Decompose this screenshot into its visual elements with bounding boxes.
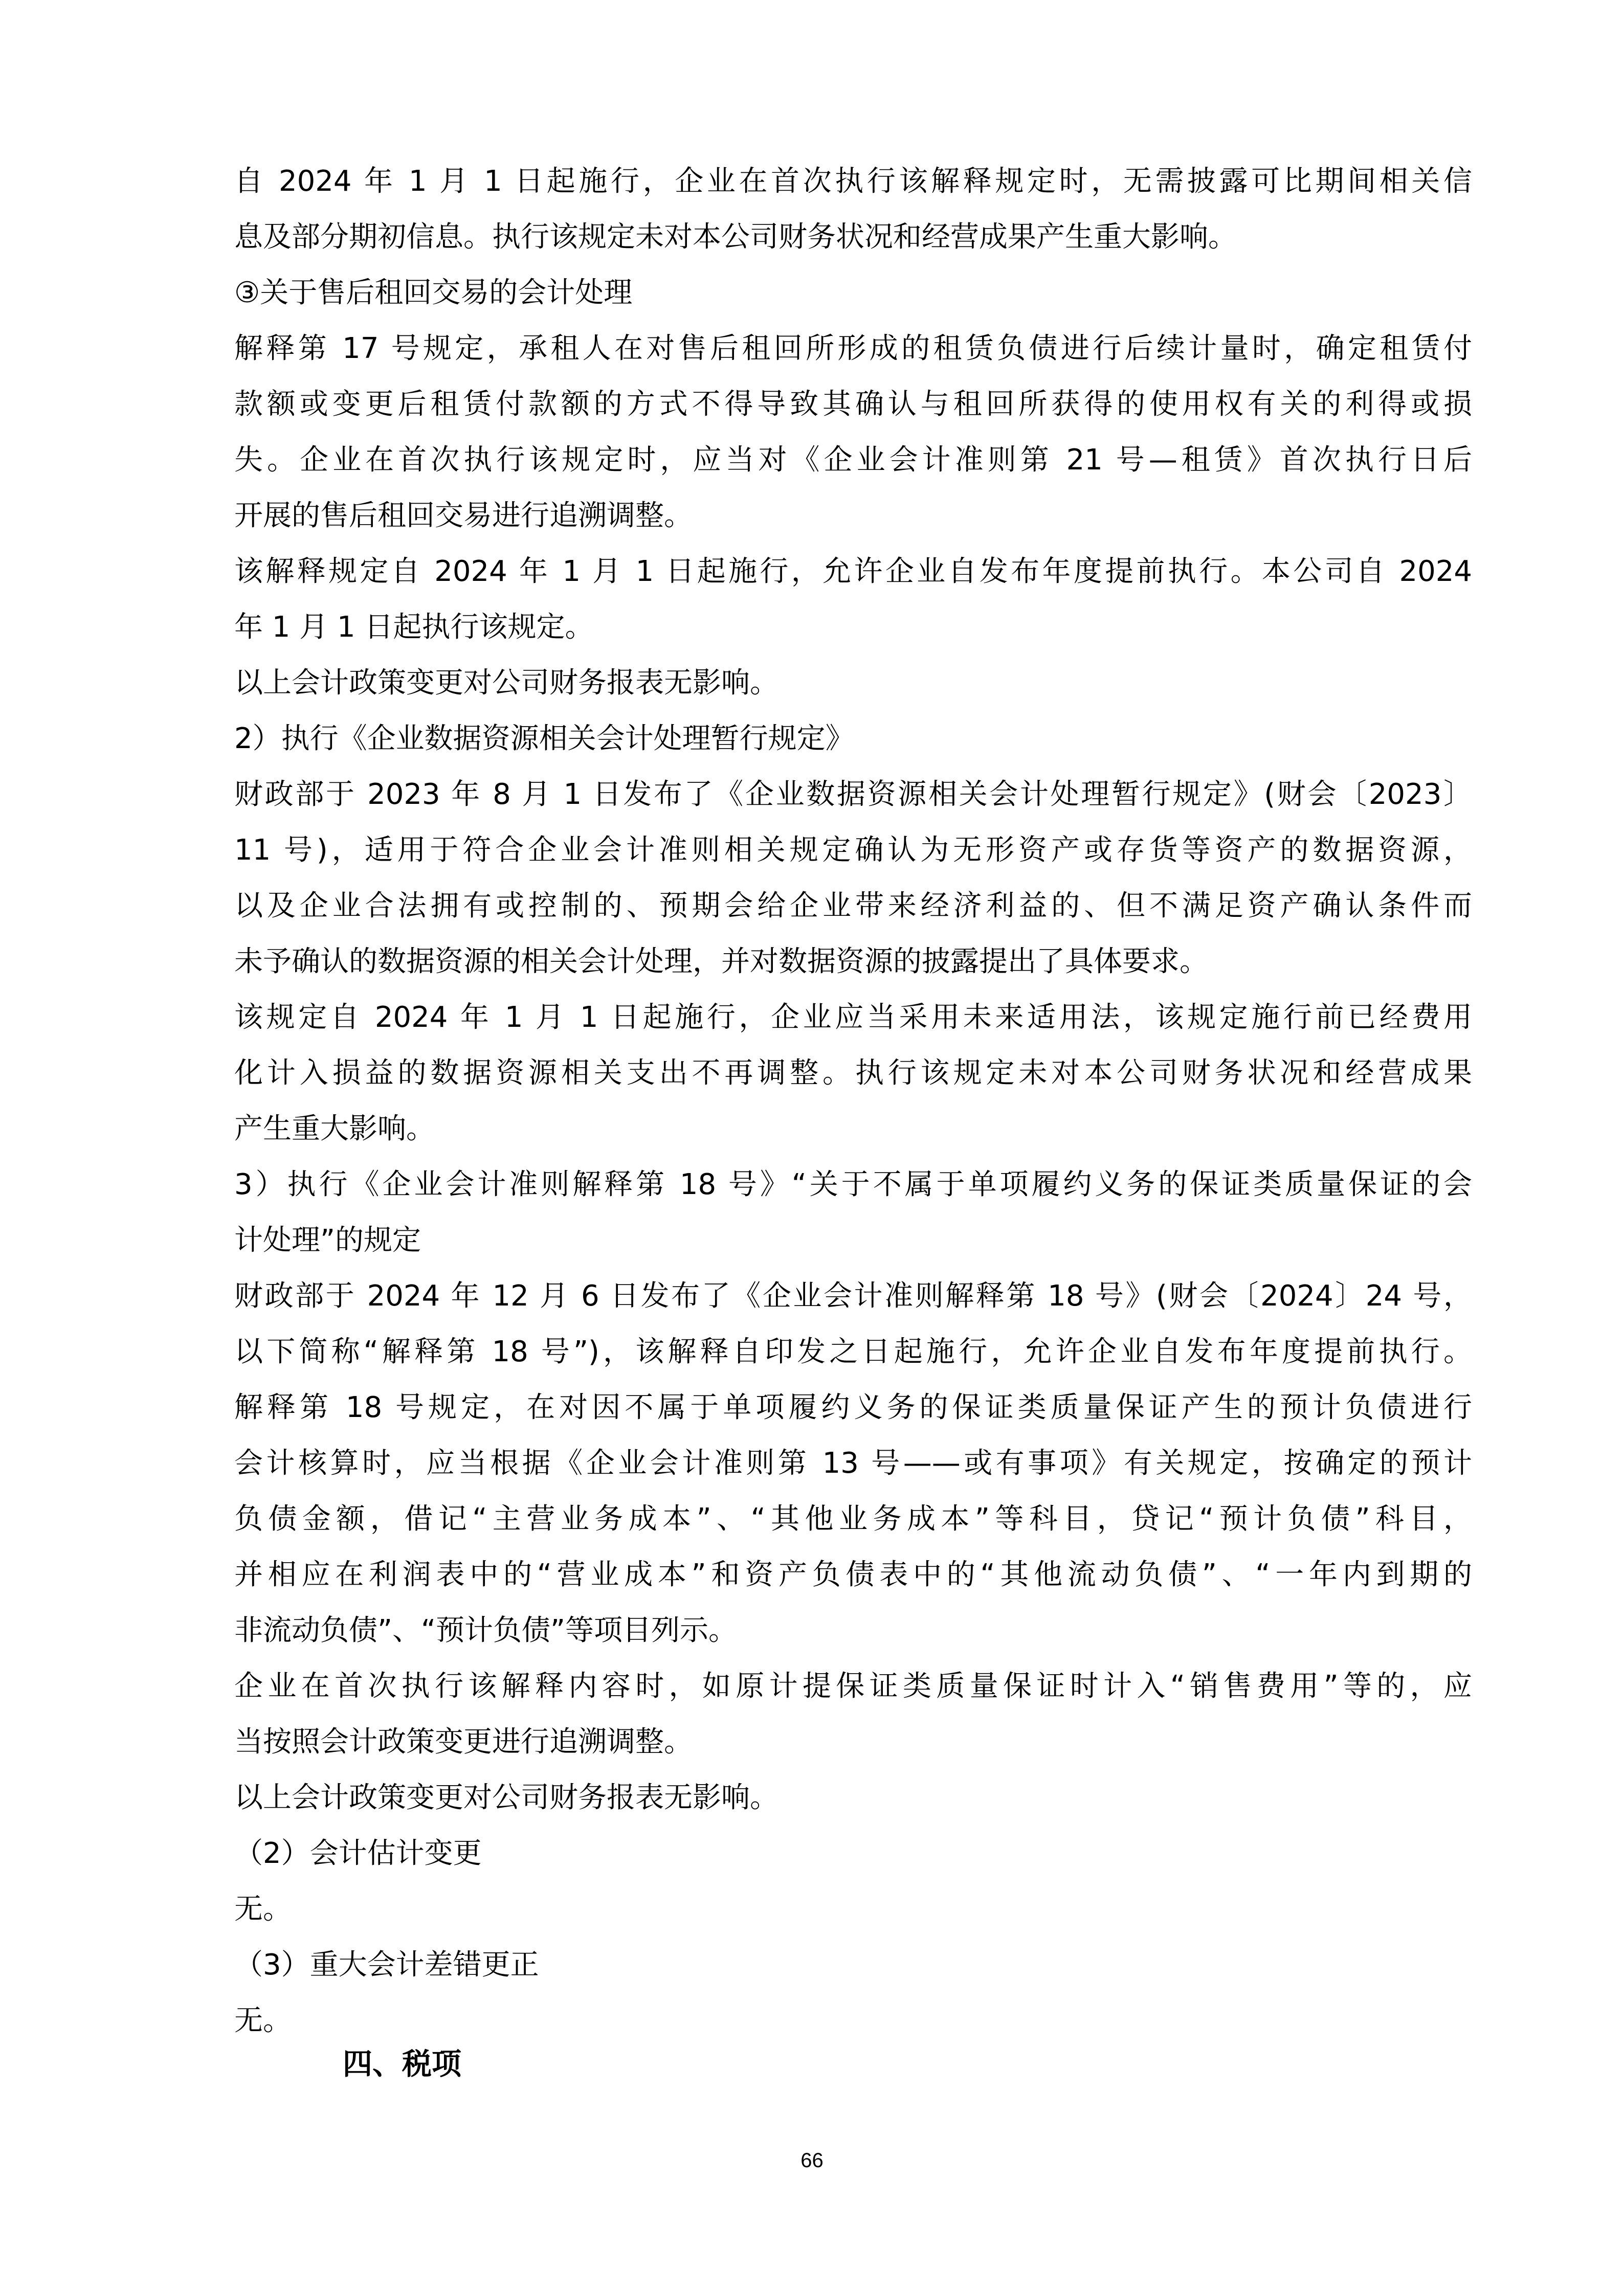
text-line: 以下简称“解释第 18 号”)，该解释自印发之日起施行，允许企业自发布年度提前执行。: [234, 1335, 1472, 1368]
text-line: 3）执行《企业会计准则解释第 18 号》“关于不属于单项履约义务的保证类质量保证的会: [234, 1168, 1472, 1201]
text-line: 以及企业合法拥有或控制的、预期会给企业带来经济利益的、但不满足资产确认条件而: [234, 889, 1472, 922]
text-line: 并相应在利润表中的“营业成本”和资产负债表中的“其他流动负债”、“一年内到期的: [234, 1558, 1472, 1591]
text-line: 未予确认的数据资源的相关会计处理，并对数据资源的披露提出了具体要求。: [234, 945, 1208, 978]
text-line: 企业在首次执行该解释内容时，如原计提保证类质量保证时计入“销售费用”等的，应: [234, 1670, 1472, 1703]
text-line: 解释第 17 号规定，承租人在对售后租回所形成的租赁负债进行后续计量时，确定租赁付: [234, 332, 1472, 365]
text-line: 无。: [234, 1893, 292, 1926]
text-line: （3）重大会计差错更正: [234, 1948, 539, 1982]
text-line: ③关于售后租回交易的会计处理: [234, 276, 633, 309]
text-line: 息及部分期初信息。执行该规定未对本公司财务状况和经营成果产生重大影响。: [234, 220, 1237, 254]
text-line: （2）会计估计变更: [234, 1837, 482, 1870]
text-line: 财政部于 2024 年 12 月 6 日发布了《企业会计准则解释第 18 号》(财会〔2024〕24 号，: [234, 1279, 1472, 1313]
text-line: 开展的售后租回交易进行追溯调整。: [234, 499, 693, 532]
text-line: 该规定自 2024 年 1 月 1 日起施行，企业应当采用未来适用法，该规定施行前已经费用: [234, 1001, 1472, 1034]
text-line: 无。: [234, 2004, 292, 2037]
body-text: [234, 153, 1472, 2049]
section-heading: 四、税项: [343, 2046, 462, 2081]
page-number: 66: [800, 2149, 824, 2172]
text-line: 自 2024 年 1 月 1 日起施行，企业在首次执行该解释规定时，无需披露可比期间相关信: [234, 165, 1472, 198]
text-line: 该解释规定自 2024 年 1 月 1 日起施行，允许企业自发布年度提前执行。本公司自 2024: [234, 555, 1472, 588]
text-line: 化计入损益的数据资源相关支出不再调整。执行该规定未对本公司财务状况和经营成果: [234, 1056, 1472, 1090]
text-line: 解释第 18 号规定，在对因不属于单项履约义务的保证类质量保证产生的预计负债进行: [234, 1391, 1472, 1424]
text-line: 以上会计政策变更对公司财务报表无影响。: [234, 1781, 778, 1814]
text-line: 财政部于 2023 年 8 月 1 日发布了《企业数据资源相关会计处理暂行规定》(财会〔2023〕: [234, 778, 1472, 811]
text-line: 2）执行《企业数据资源相关会计处理暂行规定》: [234, 722, 854, 755]
text-line: 11 号)，适用于符合企业会计准则相关规定确认为无形资产或存货等资产的数据资源，: [234, 834, 1472, 867]
text-line: 当按照会计政策变更进行追溯调整。: [234, 1725, 693, 1759]
text-line: 计处理”的规定: [234, 1224, 421, 1257]
text-line: 非流动负债”、“预计负债”等项目列示。: [234, 1614, 738, 1647]
text-line: 年 1 月 1 日起执行该规定。: [234, 611, 594, 644]
text-line: 款额或变更后租赁付款额的方式不得导致其确认与租回所获得的使用权有关的利得或损: [234, 388, 1472, 421]
text-line: 以上会计政策变更对公司财务报表无影响。: [234, 666, 778, 700]
text-line: 会计核算时，应当根据《企业会计准则第 13 号——或有事项》有关规定，按确定的预计: [234, 1447, 1472, 1480]
text-line: 失。企业在首次执行该规定时，应当对《企业会计准则第 21 号—租赁》首次执行日后: [234, 443, 1472, 477]
text-line: 负债金额，借记“主营业务成本”、“其他业务成本”等科目，贷记“预计负债”科目，: [234, 1502, 1472, 1536]
text-line: 产生重大影响。: [234, 1112, 435, 1145]
